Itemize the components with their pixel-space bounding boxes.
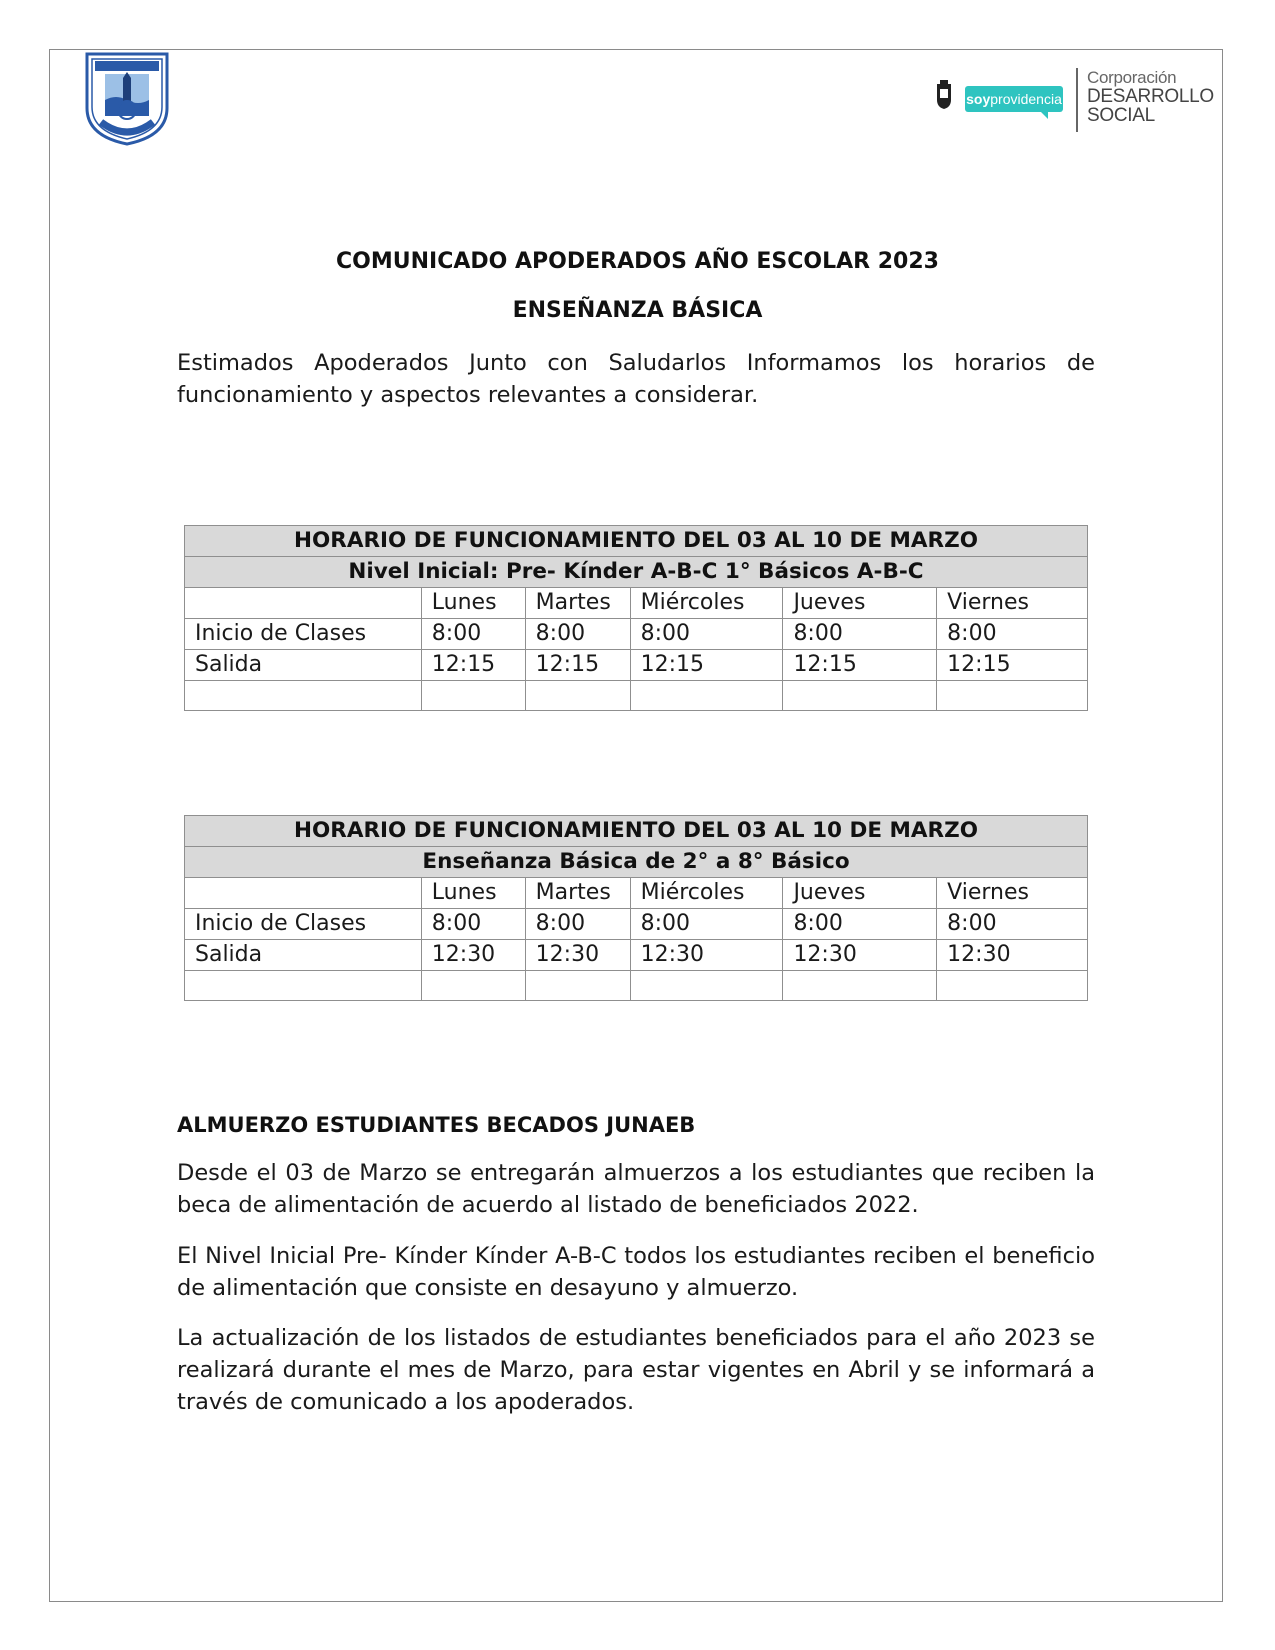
table-cell: Inicio de Clases xyxy=(185,619,422,650)
schedule-table-1 xyxy=(184,525,1088,711)
partner-logos xyxy=(935,66,1214,136)
table-cell: 12:15 xyxy=(630,650,783,681)
column-header xyxy=(185,588,422,619)
table-title: HORARIO DE FUNCIONAMIENTO DEL 03 AL 10 DE MARZO xyxy=(185,526,1088,557)
table-cell: 8:00 xyxy=(630,909,783,940)
table-row xyxy=(185,940,1088,971)
table-subtitle: Nivel Inicial: Pre- Kínder A-B-C 1° Básicos A-B-C xyxy=(185,557,1088,588)
corp-line3: SOCIAL xyxy=(1087,105,1155,126)
table-cell xyxy=(185,971,422,1001)
table-cell: 12:15 xyxy=(937,650,1088,681)
table-header-row xyxy=(185,878,1088,909)
document-title: COMUNICADO APODERADOS AÑO ESCOLAR 2023 xyxy=(336,249,939,274)
column-header: Lunes xyxy=(421,588,525,619)
column-header: Jueves xyxy=(783,588,937,619)
table-cell: 12:15 xyxy=(783,650,937,681)
column-header: Viernes xyxy=(937,588,1088,619)
logo-divider xyxy=(1076,68,1078,132)
lunch-paragraph-3: La actualización de los listados de estudiantes beneficiados para el año 2023 se realizará durante el mes de Marzo, para estar vigentes en Abril y se informará a través de comunicado a los apoderados. xyxy=(177,1325,1095,1415)
table-cell xyxy=(937,971,1088,1001)
table-cell: 12:30 xyxy=(525,940,630,971)
table-cell xyxy=(937,681,1088,711)
schedule-table-2 xyxy=(184,815,1088,1001)
column-header: Miércoles xyxy=(630,588,783,619)
table-cell: Salida xyxy=(185,940,422,971)
table-cell: 8:00 xyxy=(630,619,783,650)
column-header: Lunes xyxy=(421,878,525,909)
table-cell: 8:00 xyxy=(783,619,937,650)
table-row xyxy=(185,971,1088,1001)
table-subtitle: Enseñanza Básica de 2° a 8° Básico xyxy=(185,847,1088,878)
school-crest-logo xyxy=(83,52,171,146)
soy-providencia-logo: soyprovidencia xyxy=(965,86,1063,112)
lunch-paragraph-2: El Nivel Inicial Pre- Kínder Kínder A-B-C todos los estudiantes reciben el beneficio de alimentación que consiste en desayuno y almuerzo. xyxy=(177,1243,1095,1301)
table-title: HORARIO DE FUNCIONAMIENTO DEL 03 AL 10 DE MARZO xyxy=(185,816,1088,847)
table-cell: Inicio de Clases xyxy=(185,909,422,940)
column-header: Viernes xyxy=(937,878,1088,909)
table-cell: Salida xyxy=(185,650,422,681)
lunch-paragraph-1: Desde el 03 de Marzo se entregarán almuerzos a los estudiantes que reciben la beca de alimentación de acuerdo al listado de beneficiados 2022. xyxy=(177,1160,1095,1218)
table-cell xyxy=(630,681,783,711)
corp-line2: DESARROLLO xyxy=(1087,86,1214,107)
table-cell: 8:00 xyxy=(421,619,525,650)
table-cell: 8:00 xyxy=(525,619,630,650)
badge-tail xyxy=(1039,110,1048,119)
column-header xyxy=(185,878,422,909)
table-cell: 12:30 xyxy=(421,940,525,971)
table-cell: 12:30 xyxy=(783,940,937,971)
column-header: Martes xyxy=(525,588,630,619)
table-cell xyxy=(783,681,937,711)
table-cell: 8:00 xyxy=(525,909,630,940)
corp-line1: Corporación xyxy=(1087,68,1177,87)
table-cell xyxy=(421,681,525,711)
table-cell: 8:00 xyxy=(937,619,1088,650)
table-cell: 12:15 xyxy=(421,650,525,681)
table-cell: 8:00 xyxy=(783,909,937,940)
table-row xyxy=(185,650,1088,681)
table-cell xyxy=(630,971,783,1001)
table-cell: 12:15 xyxy=(525,650,630,681)
table-cell: 8:00 xyxy=(421,909,525,940)
column-header: Miércoles xyxy=(630,878,783,909)
table-header-row xyxy=(185,588,1088,619)
municipal-shield-icon xyxy=(935,80,953,110)
table-row xyxy=(185,619,1088,650)
document-subtitle: ENSEÑANZA BÁSICA xyxy=(512,298,763,323)
lunch-section-heading: ALMUERZO ESTUDIANTES BECADOS JUNAEB xyxy=(177,1113,696,1137)
table-cell: 12:30 xyxy=(937,940,1088,971)
table-cell xyxy=(783,971,937,1001)
corporacion-logo xyxy=(1087,68,1214,125)
column-header: Jueves xyxy=(783,878,937,909)
table-row xyxy=(185,909,1088,940)
table-cell: 12:30 xyxy=(630,940,783,971)
intro-paragraph: Estimados Apoderados Junto con Saludarlos Informamos los horarios de funcionamiento y aspectos relevantes a considerar. xyxy=(177,350,1095,408)
table-row xyxy=(185,681,1088,711)
table-cell xyxy=(185,681,422,711)
table-cell xyxy=(525,681,630,711)
table-cell xyxy=(421,971,525,1001)
table-cell: 8:00 xyxy=(937,909,1088,940)
column-header: Martes xyxy=(525,878,630,909)
table-cell xyxy=(525,971,630,1001)
